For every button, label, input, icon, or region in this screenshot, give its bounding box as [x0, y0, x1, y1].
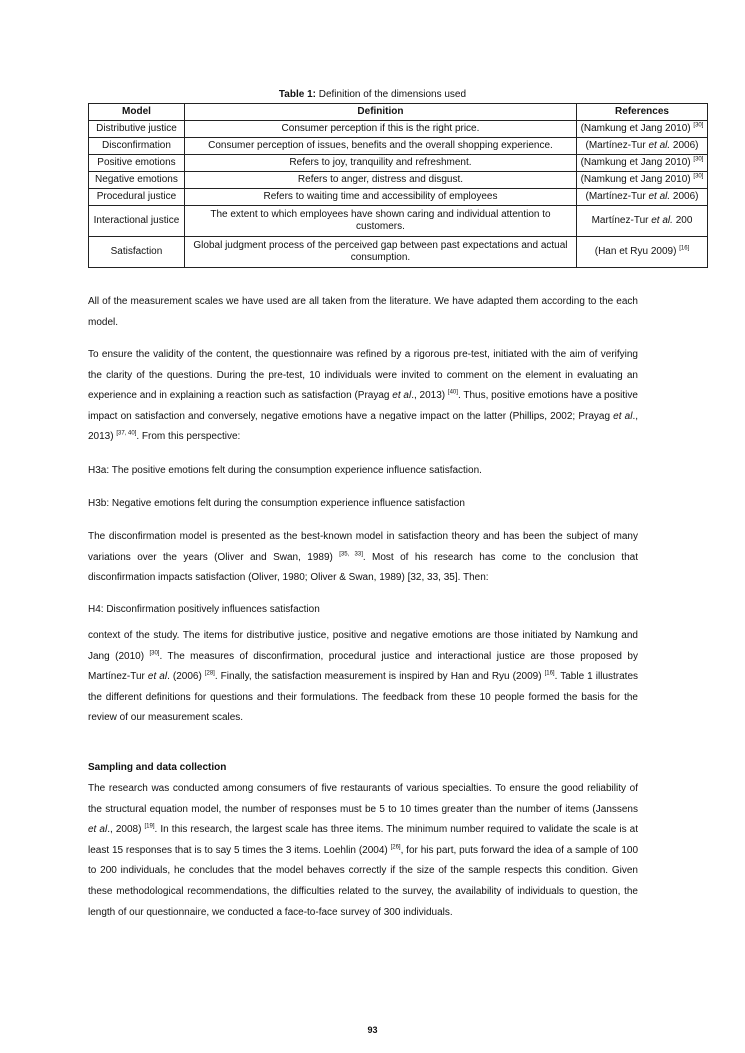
text-run: The disconfirmation model is presented as the best-known model in satisfaction theory and has been the subject of many variations over the years (Oliver and Swan, 1989)	[88, 531, 638, 563]
cell-model: Positive emotions	[89, 155, 185, 172]
cell-model: Negative emotions	[89, 172, 185, 189]
citation-sup: [28]	[204, 670, 215, 677]
paragraph-scales: All of the measurement scales we have used are all taken from the literature. We have adapted them according to the each model.	[88, 296, 638, 328]
table-row	[89, 237, 708, 268]
cell-model: Distributive justice	[89, 121, 185, 138]
text-italic: et al	[88, 824, 108, 836]
cell-model: Satisfaction	[89, 237, 185, 268]
text-run: . The measures of disconfirmation, procedural justice and interactional justice are those proposed by Martínez-Tur	[88, 650, 638, 683]
table-row	[89, 155, 708, 172]
text-run: To ensure the validity of the content, the questionnaire was refined by a rigorous pre-test, initiated with the aim of verifying the clarity of the questions. During the pre-test, 10 individuals were invited to comment on the element in evaluating an experience and in explaining a reaction such as satisfaction (Prayag	[88, 349, 638, 402]
table-caption	[0, 89, 745, 101]
cell-reference	[577, 172, 708, 189]
text-run: ., 2008)	[107, 824, 145, 836]
text-run: . Thus, positive emotions have a positive impact on satisfaction and conversely, negative emotions have a negative impact on the latter (Phillips, 2002; Prayag	[88, 390, 638, 422]
text-run: context of the study. The items for distributive justice, positive and negative emotions are those initiated by Namkung and Jang (2010)	[88, 630, 638, 662]
citation-sup: [30]	[149, 650, 160, 657]
cell-definition: The extent to which employees have shown caring and individual attention to customers.	[184, 206, 576, 237]
cell-reference	[577, 206, 708, 237]
reference-text: (Martínez-Tur	[585, 190, 649, 202]
reference-etal: et al.	[651, 214, 673, 226]
citation-sup: [19]	[144, 823, 155, 830]
citation-sup: [16]	[679, 245, 690, 252]
citation-sup: [37, 40]	[116, 431, 137, 438]
table-caption-label: Table 1:	[278, 89, 316, 100]
paragraph-pretest	[88, 345, 638, 448]
hypothesis-h4: H4: Disconfirmation positively influences satisfaction	[88, 604, 320, 615]
text-run: . From this perspective:	[136, 431, 241, 443]
reference-text: (Namkung et Jang 2010)	[580, 156, 691, 168]
page-number: 93	[367, 1025, 378, 1035]
cell-definition: Consumer perception of issues, benefits and the overall shopping experience.	[184, 138, 576, 155]
cell-reference	[577, 189, 708, 206]
paragraph-sampling	[88, 779, 638, 923]
reference-text: (Namkung et Jang 2010)	[580, 173, 691, 185]
text-run: . Table 1 illustrates the different definitions for questions and their formulations. The feedback from these 10 people formed the basis for the review of our measurement scales.	[88, 671, 639, 724]
cell-model: Interactional justice	[89, 206, 185, 237]
text-italic: et al	[613, 410, 633, 422]
reference-year: 2006)	[670, 139, 699, 151]
reference-text: Martínez-Tur	[591, 214, 652, 226]
cell-reference	[577, 138, 708, 155]
cell-model: Disconfirmation	[89, 138, 185, 155]
cell-definition: Global judgment process of the perceived gap between past expectations and actual consumption.	[184, 237, 576, 268]
header-references: References	[577, 104, 708, 121]
table-caption-text: Definition of the dimensions used	[315, 89, 467, 100]
reference-year: 2006)	[670, 190, 699, 202]
cell-model: Procedural justice	[89, 189, 185, 206]
text-run: The research was conducted among consumers of five restaurants of various specialties. To ensure the good reliability of the structural equation model, the number of responses must be 5 to 10 times greater than the number of items (Janssens	[88, 783, 638, 815]
citation-sup: [30]	[693, 122, 704, 129]
table-row	[89, 121, 708, 138]
text-italic: et al	[392, 390, 412, 402]
paragraph-context	[88, 626, 638, 729]
header-definition: Definition	[184, 104, 576, 121]
text-run: . Finally, the satisfaction measurement is inspired by Han and Ryu (2009)	[214, 671, 545, 683]
citation-sup: [16]	[544, 670, 555, 677]
cell-reference	[577, 155, 708, 172]
table-row	[89, 138, 708, 155]
cell-definition: Refers to waiting time and accessibility of employees	[184, 189, 576, 206]
reference-year: 200	[672, 214, 693, 226]
citation-sup: [35, 33]	[339, 551, 363, 558]
text-run: . In this research, the largest scale has three items. The minimum number required to validate the scale is at least 15 responses that is to say 5 times the 3 items. Loehlin (2004)	[88, 824, 638, 856]
hypothesis-h3b: H3b: Negative emotions felt during the consumption experience influence satisfaction	[88, 498, 465, 509]
paragraph-disconfirmation	[88, 527, 638, 589]
table-row	[89, 206, 708, 237]
hypothesis-h3a: H3a: The positive emotions felt during the consumption experience influence satisfaction.	[88, 465, 482, 476]
reference-text: (Namkung et Jang 2010)	[580, 122, 691, 134]
reference-etal: et al.	[648, 190, 671, 202]
table-row	[89, 189, 708, 206]
cell-reference	[577, 237, 708, 268]
cell-definition: Refers to anger, distress and disgust.	[184, 172, 576, 189]
text-run: . (2006)	[167, 671, 205, 683]
citation-sup: [30]	[693, 156, 704, 163]
citation-sup: [26]	[390, 844, 401, 851]
cell-definition: Refers to joy, tranquility and refreshment.	[184, 155, 576, 172]
table-header-row	[89, 104, 708, 121]
cell-definition: Consumer perception if this is the right price.	[184, 121, 576, 138]
reference-text: (Han et Ryu 2009)	[594, 245, 677, 257]
text-run: , for his part, puts forward the idea of a sample of 100 to 200 individuals, he concludes that the model behaves correctly if the size of the sample respects this condition. Given these methodological recommendations, the difficulties related to the survey, the availability of individuals to question, the length of our questionnaire, we conducted a face-to-face survey of 300 individuals.	[88, 844, 639, 918]
reference-text: (Martínez-Tur	[585, 139, 649, 151]
section-heading: Sampling and data collection	[88, 762, 227, 773]
citation-sup: [40]	[447, 389, 458, 396]
reference-etal: et al.	[648, 139, 671, 151]
definitions-table	[88, 103, 708, 268]
text-run: ., 2013)	[88, 410, 638, 443]
citation-sup: [30]	[693, 173, 704, 180]
text-run: ., 2013)	[411, 390, 448, 402]
header-model: Model	[89, 104, 185, 121]
table-row	[89, 172, 708, 189]
cell-reference	[577, 121, 708, 138]
text-run: . Most of his research has come to the conclusion that disconfirmation impacts satisfaction (Oliver, 1980; Oliver & Swan, 1989) [32, 33, 35]. Then:	[88, 551, 639, 584]
text-italic: et al	[147, 671, 168, 683]
